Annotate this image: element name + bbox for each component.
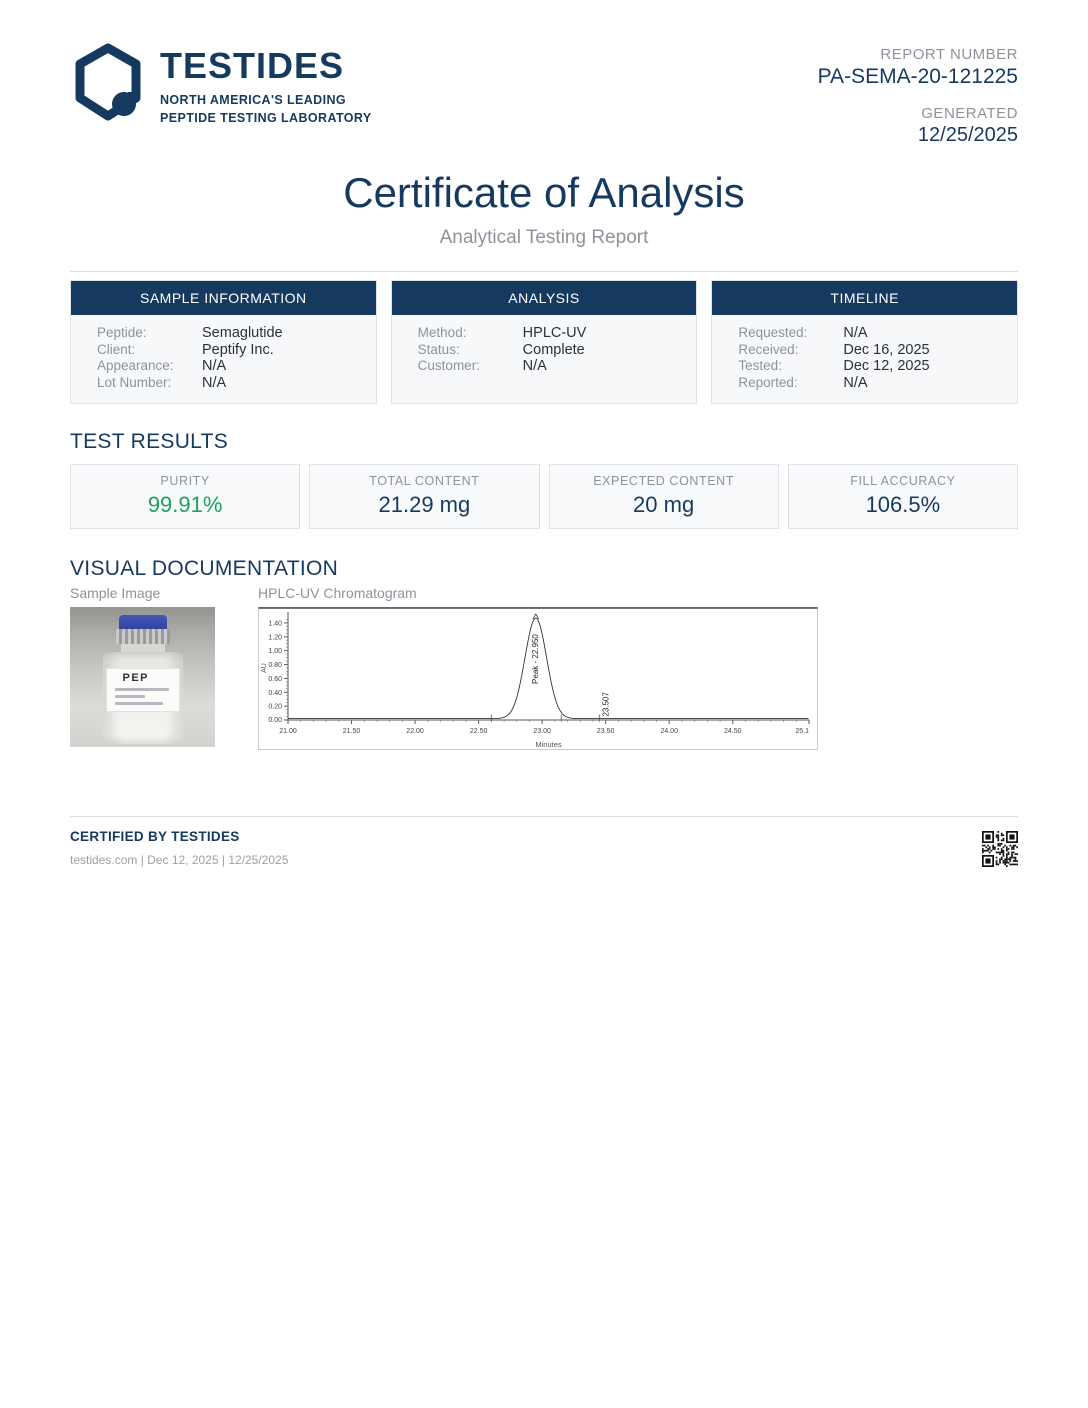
field-label: Method:	[417, 325, 467, 340]
svg-text:0.40: 0.40	[268, 689, 282, 697]
vial	[103, 615, 183, 745]
analysis-box	[391, 280, 698, 404]
svg-text:Peak - 22.950: Peak - 22.950	[530, 634, 540, 684]
vial-crimp-seal	[116, 629, 170, 644]
purity-label: PURITY	[160, 474, 210, 488]
svg-text:1.20: 1.20	[268, 634, 282, 642]
brand-name: TESTIDES	[160, 45, 345, 86]
brand-tagline-line1: NORTH AMERICA'S LEADING	[160, 93, 347, 107]
analysis-header: ANALYSIS	[392, 281, 697, 315]
svg-text:22.00: 22.00	[406, 728, 424, 735]
visual-documentation-content	[70, 607, 1018, 750]
field-received	[738, 342, 1003, 359]
report-number-label: REPORT NUMBER	[880, 46, 1018, 63]
expected-content-value: 20 mg	[633, 492, 695, 517]
generated-label: GENERATED	[921, 105, 1018, 122]
field-value: HPLC-UV	[522, 325, 587, 341]
fill-accuracy-label: FILL ACCURACY	[850, 474, 956, 488]
brand-text	[160, 42, 372, 127]
expected-content-card	[549, 464, 779, 529]
field-reported	[738, 375, 1003, 392]
field-value: Dec 16, 2025	[843, 341, 930, 358]
vial-label-line	[115, 695, 145, 698]
svg-text:24.00: 24.00	[660, 728, 678, 735]
vial-body	[103, 652, 183, 744]
sample-information-body	[71, 315, 376, 403]
field-value: N/A	[522, 358, 547, 374]
field-label: Tested:	[738, 358, 782, 373]
svg-text:24.50: 24.50	[723, 728, 742, 735]
total-content-label: TOTAL CONTENT	[369, 474, 480, 488]
fill-accuracy-value: 106.5%	[865, 492, 941, 517]
footer-divider	[70, 816, 1018, 817]
vial-label-line	[115, 702, 163, 705]
svg-text:Minutes: Minutes	[535, 740, 562, 749]
field-client	[97, 342, 362, 359]
field-value: N/A	[202, 358, 227, 374]
field-tested	[738, 358, 1003, 375]
sample-image-label: Sample Image	[70, 585, 161, 601]
sample-vial-photo	[70, 607, 215, 747]
field-label: Lot Number:	[97, 374, 172, 390]
field-label: Peptide:	[97, 325, 147, 340]
field-lot-number	[97, 375, 362, 392]
field-requested	[738, 325, 1003, 342]
svg-text:1.40: 1.40	[268, 620, 282, 628]
analysis-body	[392, 315, 697, 395]
field-value: N/A	[202, 374, 227, 391]
timeline-header: TIMELINE	[712, 281, 1017, 315]
field-status	[418, 342, 683, 359]
brand-block	[70, 42, 372, 127]
hexagon-logo-icon	[70, 42, 146, 124]
purity-value: 99.91%	[147, 492, 223, 517]
timeline-box	[711, 280, 1018, 404]
svg-text:0.60: 0.60	[268, 675, 282, 683]
svg-text:25.1: 25.1	[795, 728, 809, 735]
visual-documentation-labels	[70, 585, 1018, 601]
svg-text:22.50: 22.50	[469, 728, 488, 735]
field-label: Requested:	[738, 325, 808, 340]
generated-date: 12/25/2025	[917, 124, 1018, 146]
field-label: Client:	[97, 341, 136, 357]
timeline-body	[712, 315, 1017, 403]
field-label: Customer:	[417, 358, 480, 373]
svg-text:AU: AU	[261, 663, 268, 673]
header	[70, 42, 1018, 147]
svg-text:0.00: 0.00	[268, 717, 282, 724]
svg-text:21.00: 21.00	[279, 728, 297, 735]
footer-text	[70, 829, 288, 867]
field-value: Peptify Inc.	[202, 341, 274, 358]
sample-information-header: SAMPLE INFORMATION	[71, 281, 376, 315]
title-block	[70, 169, 1018, 249]
svg-text:23.50: 23.50	[596, 728, 615, 735]
field-label: Status:	[417, 341, 460, 357]
page-title: Certificate of Analysis	[343, 169, 745, 216]
svg-text:0.20: 0.20	[268, 703, 282, 711]
field-customer	[418, 358, 683, 375]
test-results-row	[70, 464, 1018, 529]
svg-text:21.50: 21.50	[342, 728, 361, 735]
footer	[70, 829, 1018, 867]
vial-label-text: PEP	[122, 672, 150, 684]
test-results-heading: TEST RESULTS	[70, 430, 229, 453]
svg-text:0.80: 0.80	[268, 662, 282, 670]
svg-text:23.00: 23.00	[533, 728, 551, 735]
vial-cap	[119, 615, 167, 630]
svg-text:1.00: 1.00	[268, 648, 282, 656]
field-appearance	[97, 358, 362, 375]
hplc-uv-chromatogram	[258, 607, 818, 750]
field-method	[418, 325, 683, 342]
field-label: Received:	[738, 341, 799, 357]
expected-content-label: EXPECTED CONTENT	[593, 474, 735, 488]
brand-tagline	[160, 91, 372, 127]
report-number-value: PA-SEMA-20-121225	[817, 65, 1018, 88]
certified-by-text: CERTIFIED BY TESTIDES	[70, 829, 240, 844]
field-value: N/A	[843, 374, 868, 391]
fill-accuracy-card	[788, 464, 1018, 529]
purity-card	[70, 464, 300, 529]
svg-text:23.507: 23.507	[601, 692, 611, 717]
page-subtitle: Analytical Testing Report	[439, 227, 649, 248]
total-content-card	[309, 464, 539, 529]
field-value: N/A	[843, 325, 868, 341]
brand-tagline-line2: PEPTIDE TESTING LABORATORY	[160, 111, 372, 126]
total-content-value: 21.29 mg	[378, 492, 471, 517]
field-label: Appearance:	[97, 358, 174, 373]
qr-code	[982, 831, 1018, 867]
field-value: Semaglutide	[202, 325, 283, 341]
vial-label-line	[115, 688, 169, 691]
info-boxes-row	[70, 280, 1018, 404]
vial-label	[106, 668, 180, 712]
field-peptide	[97, 325, 362, 342]
report-block	[818, 42, 1018, 147]
visual-documentation-heading: VISUAL DOCUMENTATION	[70, 557, 339, 580]
chromatogram-label: HPLC-UV Chromatogram	[258, 585, 417, 601]
sample-information-box	[70, 280, 377, 404]
field-label: Reported:	[738, 374, 798, 390]
field-value: Dec 12, 2025	[843, 358, 930, 374]
footer-meta-text: testides.com | Dec 12, 2025 | 12/25/2025	[70, 853, 289, 867]
top-divider	[70, 271, 1018, 272]
field-value: Complete	[522, 341, 585, 358]
